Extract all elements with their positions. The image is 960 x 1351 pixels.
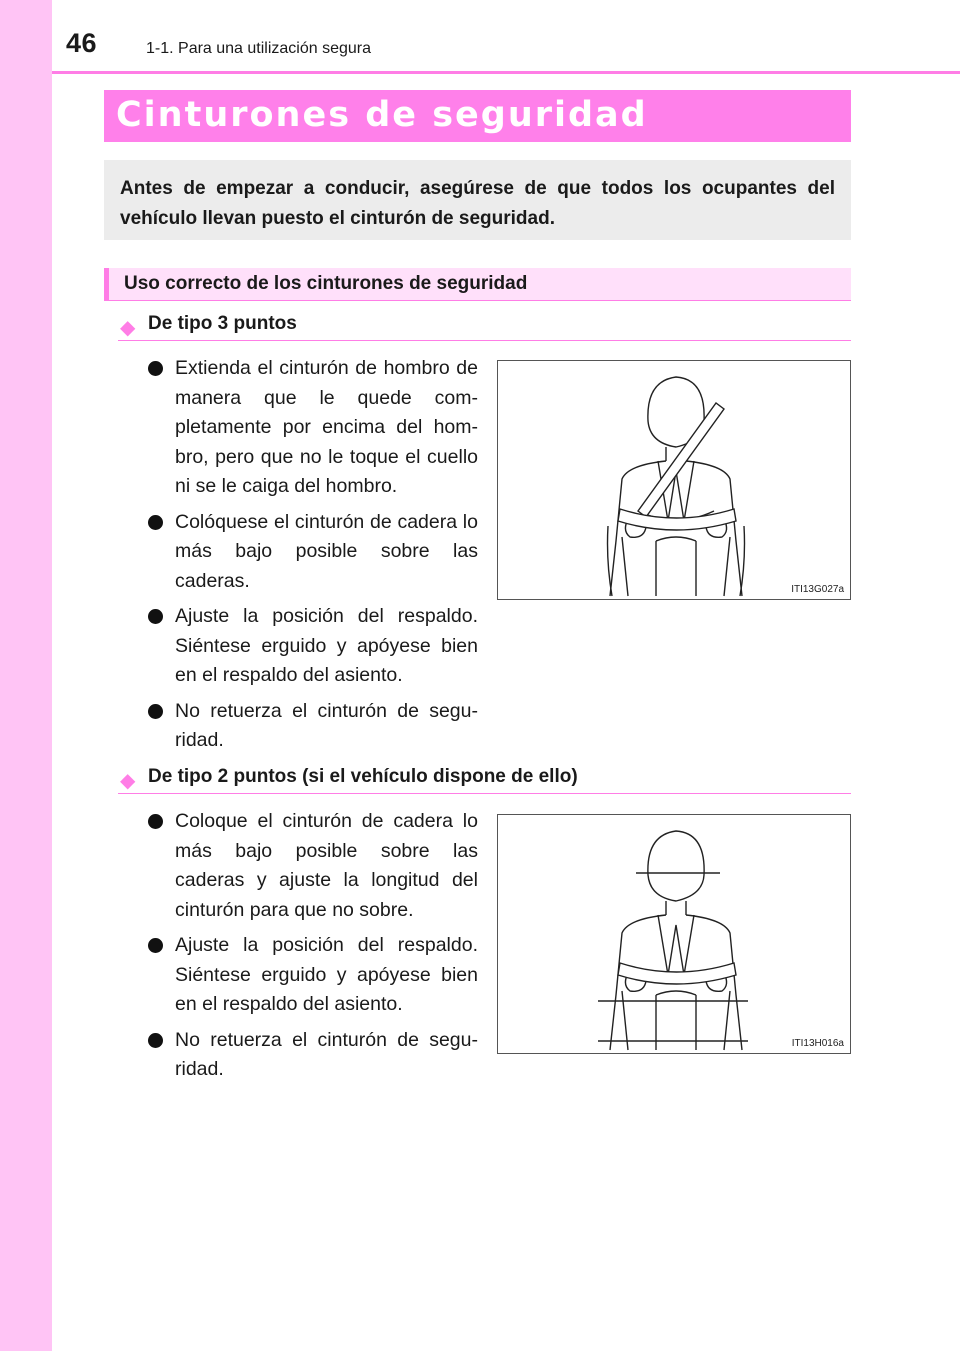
bullet-icon <box>148 814 163 829</box>
list-item: Ajuste la posición del respaldo. Siéntese erguido y apóyese bien en el respaldo del asiento. <box>148 931 478 1020</box>
section-heading-2-point <box>118 763 851 794</box>
diamond-icon: ◆ <box>120 770 136 792</box>
list-item: Extienda el cinturón de hombro de manera que le quede com-pletamente por encima del hom-bro, pero que no le toque el cuello ni se le caiga del hombro. <box>148 354 478 502</box>
page-title-bar <box>104 90 851 142</box>
header-rule <box>52 71 960 74</box>
list-item: No retuerza el cinturón de segu-ridad. <box>148 697 478 756</box>
section-heading-label: De tipo 3 puntos <box>148 313 297 334</box>
side-color-band <box>0 0 52 1351</box>
page-number: 46 <box>66 28 98 58</box>
subsection-header <box>104 268 851 301</box>
section-heading-label: De tipo 2 puntos (si el vehículo dispone de ello) <box>148 766 578 787</box>
bullet-icon <box>148 361 163 376</box>
seated-person-2-point-illustration <box>498 815 851 1054</box>
breadcrumb: 1-1. Para una utilización segura <box>146 40 372 57</box>
figure-3-point-belt <box>497 360 851 600</box>
intro-box: Antes de empezar a conducir, asegúrese de que todos los ocupantes del vehículo llevan puesto el cinturón de seguridad. <box>104 160 851 240</box>
list-item: No retuerza el cinturón de segu-ridad. <box>148 1026 478 1085</box>
list-item: Ajuste la posición del respaldo. Siéntese erguido y apóyese bien en el respaldo del asiento. <box>148 602 478 691</box>
bullet-icon <box>148 1033 163 1048</box>
bullet-icon <box>148 515 163 530</box>
figure-code: ITI13H016a <box>791 1038 844 1049</box>
bullet-list-2-point <box>148 807 478 1091</box>
diamond-icon: ◆ <box>120 317 136 339</box>
section-heading-3-point <box>118 310 851 341</box>
list-item: Colóquese el cinturón de cadera lo más bajo posible sobre las caderas. <box>148 508 478 597</box>
figure-2-point-belt <box>497 814 851 1054</box>
list-item: Coloque el cinturón de cadera lo más bajo posible sobre las caderas y ajuste la longitud del cinturón para que no sobre. <box>148 807 478 925</box>
page-title: Cinturones de seguridad <box>116 95 648 135</box>
bullet-icon <box>148 609 163 624</box>
bullet-list-3-point <box>148 354 478 762</box>
bullet-icon <box>148 704 163 719</box>
bullet-icon <box>148 938 163 953</box>
seated-person-3-point-illustration <box>498 361 851 600</box>
figure-code: ITI13G027a <box>791 584 844 595</box>
subsection-title: Uso correcto de los cinturones de seguridad <box>124 273 528 294</box>
